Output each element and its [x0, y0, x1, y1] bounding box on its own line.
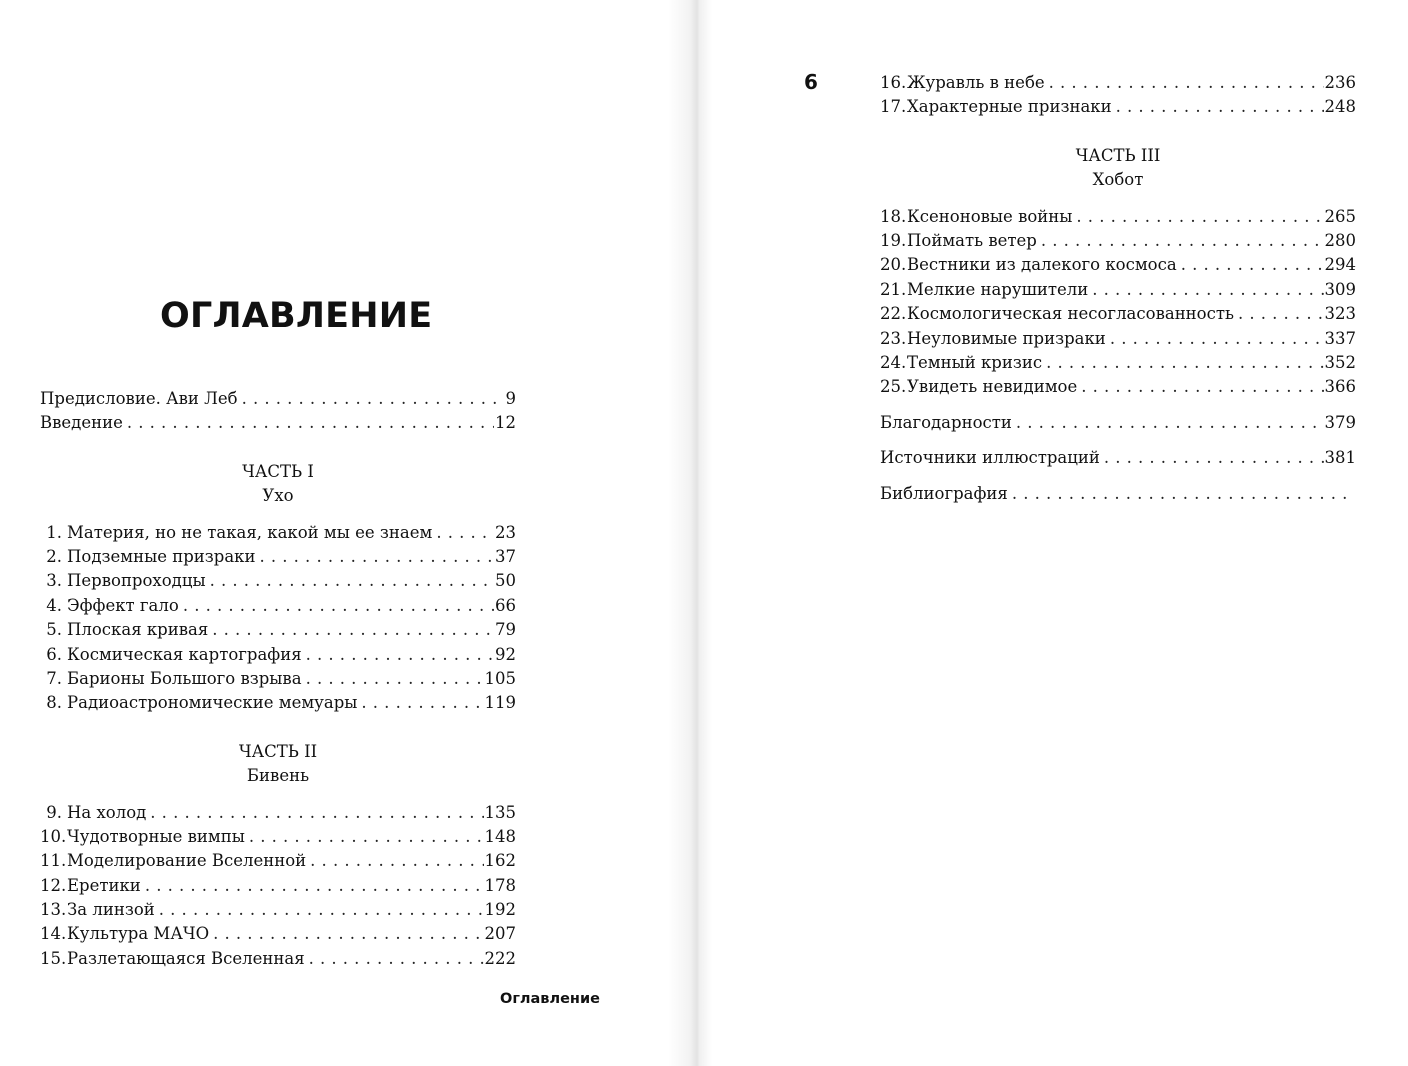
toc-entry-page: 66 [495, 595, 516, 615]
toc-entry-text: Моделирование Вселенной [67, 851, 307, 871]
toc-entry-page: 379 [1324, 412, 1356, 432]
running-footer: Оглавление [500, 991, 600, 1007]
toc-leader-dots [436, 521, 494, 545]
toc-entry-text: Журавль в небе [907, 73, 1045, 92]
toc-entry-number: 1. [46, 522, 62, 542]
toc-leader-dots [306, 643, 494, 667]
toc-entry-page: 148 [484, 826, 516, 846]
toc-entry-chapter-5 [40, 618, 516, 642]
toc-entry-text: Космическая картография [67, 644, 302, 664]
toc-entry-chapter-8 [40, 691, 516, 715]
toc-entry-number: 3. [46, 571, 62, 591]
toc-entry-number: 10. [40, 826, 67, 846]
toc-entry-chapter-7 [40, 667, 516, 691]
toc-entry-text: Еретики [67, 875, 141, 895]
part-3-subtitle: Хобот [1092, 170, 1144, 190]
toc-entry-chapter-10 [40, 825, 516, 849]
toc-entry-chapter-6 [40, 643, 516, 667]
toc-entry-page: 222 [484, 948, 516, 968]
part-1-label: ЧАСТЬ I [242, 461, 314, 481]
toc-entry-number: 11. [40, 851, 67, 871]
toc-entry-number: 13. [40, 900, 67, 920]
toc-leader-dots [1092, 278, 1323, 302]
toc-entry-number: 4. [46, 595, 62, 615]
toc-entry-text: За линзой [67, 900, 155, 920]
part-3-chapter-list [880, 205, 1356, 400]
toc-entry-page: 79 [495, 620, 516, 640]
toc-entry-chapter-12 [40, 874, 516, 898]
toc-entry-text: Первопроходцы [67, 571, 206, 591]
toc-entry-text: Ксеноновые войны [907, 206, 1073, 226]
toc-entry-chapter-13 [40, 898, 516, 922]
toc-right-column [880, 71, 1356, 506]
toc-entry-text: Поймать ветер [907, 230, 1037, 250]
toc-leader-dots [1181, 253, 1324, 277]
toc-entry-chapter-15 [40, 947, 516, 971]
toc-entry-number: 19. [880, 230, 907, 250]
toc-entry-illustration-sources [880, 446, 1356, 470]
toc-leader-dots [1016, 411, 1324, 435]
toc-entry-page: 192 [484, 900, 516, 920]
toc-entry-text: Барионы Большого взрыва [67, 668, 302, 688]
toc-leader-dots [1046, 351, 1323, 375]
toc-entry-text: Подземные призраки [67, 546, 256, 566]
toc-entry-page: 135 [484, 802, 516, 822]
toc-entry-chapter-24 [880, 351, 1356, 375]
toc-entry-chapter-1 [40, 521, 516, 545]
toc-entry-page: 105 [484, 668, 516, 688]
toc-entry-text: Материя, но не такая, какой мы ее знаем [67, 522, 433, 542]
toc-entry-text: Библиография [880, 483, 1008, 503]
toc-leader-dots [145, 874, 484, 898]
part-3-label: ЧАСТЬ III [1075, 145, 1161, 165]
part-2-chapter-list [40, 801, 516, 972]
toc-entry-page: 352 [1324, 352, 1356, 372]
toc-entry-chapter-25 [880, 375, 1356, 399]
toc-entry-text: Увидеть невидимое [907, 377, 1078, 397]
toc-leader-dots [1110, 327, 1324, 351]
toc-left-column [40, 387, 516, 971]
toc-entry-acknowledgements [880, 411, 1356, 435]
page-number: 6 [804, 70, 818, 94]
toc-leader-dots [306, 667, 484, 691]
toc-leader-dots [127, 411, 494, 435]
toc-entry-page: 162 [484, 851, 516, 871]
toc-entry-number: 2. [46, 546, 62, 566]
toc-entry-text: На холод [67, 802, 147, 822]
toc-entry-chapter-9 [40, 801, 516, 825]
toc-entry-text: Космологическая несогласованность [907, 304, 1234, 324]
toc-leader-dots [242, 387, 505, 411]
toc-entry-page: 309 [1324, 279, 1356, 299]
toc-entry-bibliography [880, 482, 1356, 506]
toc-entry-page: 207 [484, 924, 516, 944]
toc-entry-number: 8. [46, 693, 62, 713]
toc-entry-text: Благодарности [880, 412, 1012, 432]
toc-entry-text: Культура МАЧО [67, 924, 210, 944]
toc-entry-number: 12. [40, 875, 67, 895]
toc-leader-dots [310, 849, 483, 873]
toc-entry-number: 18. [880, 206, 907, 226]
toc-entry-page: 23 [495, 522, 516, 542]
toc-entry-page: 323 [1324, 304, 1356, 324]
toc-entry-chapter-11 [40, 849, 516, 873]
part-1-subtitle: Ухо [262, 486, 294, 506]
toc-entry-number: 6. [46, 644, 62, 664]
part-2-continued-list [880, 71, 1356, 120]
toc-entry-chapter-17 [880, 95, 1356, 119]
toc-leader-dots [361, 691, 483, 715]
toc-entry-introduction [40, 411, 516, 435]
toc-entry-page: 381 [1324, 448, 1356, 468]
toc-entry-page: 50 [495, 571, 516, 591]
toc-entry-text: Темный кризис [907, 352, 1043, 372]
toc-leader-dots [159, 898, 484, 922]
toc-entry-chapter-18 [880, 205, 1356, 229]
toc-entry-page: 9 [505, 389, 516, 408]
toc-entry-text: Источники иллюстраций [880, 448, 1100, 468]
toc-leader-dots [1116, 95, 1324, 119]
toc-entry-page: 12 [495, 413, 516, 433]
toc-entry-text: Мелкие нарушители [907, 279, 1089, 299]
toc-entry-number: 22. [880, 304, 907, 324]
left-page [0, 0, 698, 1066]
toc-entry-chapter-16 [880, 71, 1356, 95]
toc-entry-number: 16. [880, 73, 907, 92]
toc-entry-number: 17. [880, 97, 907, 117]
toc-title: ОГЛАВЛЕНИЕ [160, 296, 433, 336]
toc-leader-dots [212, 618, 494, 642]
toc-entry-page: 265 [1324, 206, 1356, 226]
toc-leader-dots [1104, 446, 1324, 470]
toc-entry-chapter-4 [40, 594, 516, 618]
toc-entry-page: 248 [1324, 97, 1356, 117]
toc-entry-chapter-23 [880, 327, 1356, 351]
toc-leader-dots [150, 801, 483, 825]
toc-entry-text: Введение [40, 413, 123, 433]
toc-entry-page: 366 [1324, 377, 1356, 397]
toc-entry-text: Чудотворные вимпы [67, 826, 245, 846]
toc-entry-number: 20. [880, 255, 907, 275]
toc-entry-text: Эффект гало [67, 595, 179, 615]
toc-entry-text: Вестники из далекого космоса [907, 255, 1177, 275]
toc-leader-dots [213, 922, 483, 946]
toc-entry-text: Плоская кривая [67, 620, 209, 640]
toc-leader-dots [1049, 71, 1324, 95]
toc-entry-number: 15. [40, 948, 67, 968]
toc-entry-chapter-14 [40, 922, 516, 946]
toc-entry-text: Разлетающаяся Вселенная [67, 948, 305, 968]
toc-entry-number: 5. [46, 620, 62, 640]
toc-entry-number: 7. [46, 668, 62, 688]
toc-leader-dots [309, 947, 484, 971]
toc-entry-page: 337 [1324, 328, 1356, 348]
toc-entry-number: 9. [46, 802, 62, 822]
part-2-subtitle: Бивень [246, 766, 310, 786]
toc-leader-dots [1041, 229, 1324, 253]
toc-entry-page: 37 [495, 546, 516, 566]
toc-leader-dots [1012, 482, 1355, 506]
toc-entry-number: 23. [880, 328, 907, 348]
toc-leader-dots [1081, 375, 1323, 399]
toc-entry-page: 178 [484, 875, 516, 895]
toc-entry-number: 21. [880, 279, 907, 299]
part-2-label: ЧАСТЬ II [238, 741, 318, 761]
toc-leader-dots [1076, 205, 1323, 229]
toc-entry-text: Характерные признаки [907, 97, 1112, 117]
toc-entry-page: 236 [1324, 73, 1356, 92]
toc-leader-dots [1238, 302, 1324, 326]
toc-entry-page: 294 [1324, 255, 1356, 275]
toc-entry-chapter-21 [880, 278, 1356, 302]
toc-entry-number: 25. [880, 377, 907, 397]
toc-entry-text: Радиоастрономические мемуары [67, 693, 358, 713]
toc-leader-dots [249, 825, 484, 849]
toc-entry-preface [40, 387, 516, 411]
toc-entry-text: Предисловие. Ави Леб [40, 389, 238, 408]
part-1-chapter-list [40, 521, 516, 716]
toc-leader-dots [183, 594, 494, 618]
toc-entry-page: 92 [495, 644, 516, 664]
toc-entry-chapter-3 [40, 569, 516, 593]
toc-entry-chapter-19 [880, 229, 1356, 253]
toc-entry-number: 24. [880, 352, 907, 372]
toc-entry-chapter-22 [880, 302, 1356, 326]
toc-entry-page: 280 [1324, 230, 1356, 250]
toc-entry-text: Неуловимые призраки [907, 328, 1106, 348]
toc-leader-dots [210, 569, 494, 593]
toc-entry-chapter-20 [880, 253, 1356, 277]
toc-entry-number: 14. [40, 924, 67, 944]
toc-entry-chapter-2 [40, 545, 516, 569]
toc-entry-page: 119 [484, 693, 516, 713]
toc-leader-dots [260, 545, 495, 569]
